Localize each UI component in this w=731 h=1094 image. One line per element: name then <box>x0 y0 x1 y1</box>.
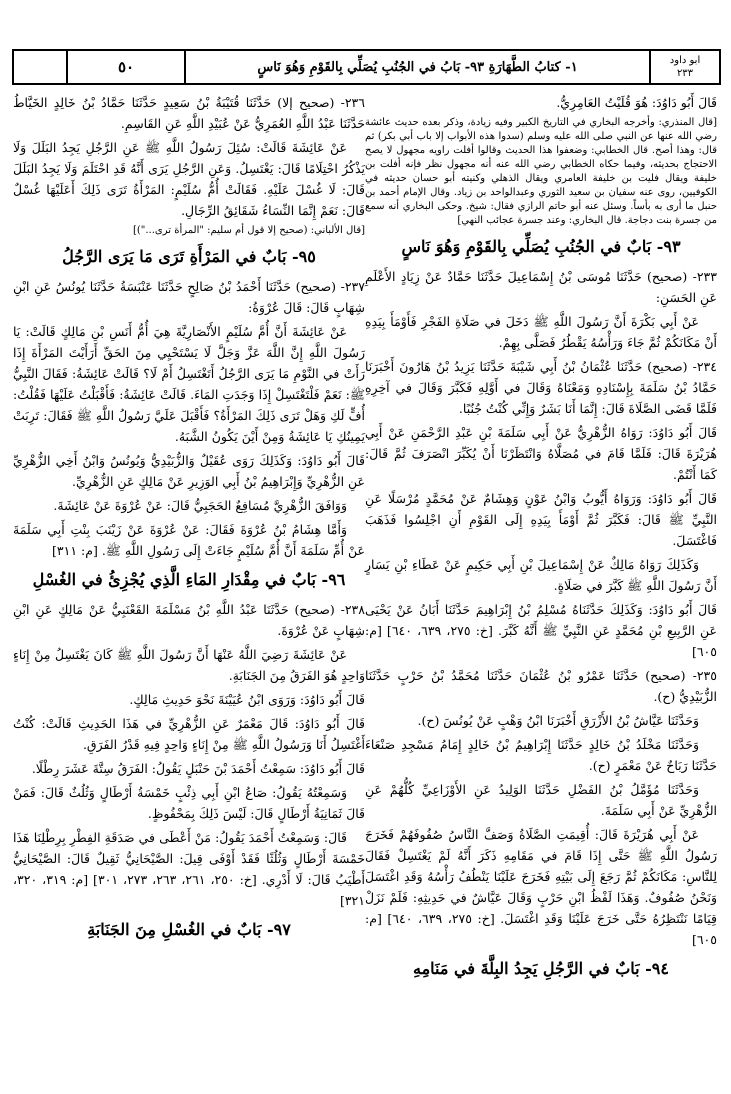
paragraph: عَنْ أَبِي هُرَيْرَةَ قَالَ: أُقِيمَتِ الصَّلَاةُ وَصَفَّ النَّاسُ صُفُوفَهُمْ فَخَرَجَ رَسُولُ اللَّهِ ﷺ حَتَّى إِذَا قَامَ في مَقَامِهِ ذَكَرَ أَنَّهُ لَمْ يَغْتَسِلْ فَقَالَ لِلنَّاسِ: مَكَانَكُمْ ثُمَّ رَجَعَ إِلَى بَيْتِهِ فَخَرَجَ عَلَيْنَا يَنْطُفُ رَأْسُهُ وَقَدِ اغْتَسَلَ وَنَحْنُ صُفُوفٌ. وَهَذَا لَفْظُ ابْنِ حَرْبٍ وَقَالَ عَيَّاشٌ في حَدِيثِهِ: فَلَمْ نَزَلْ قِيَامًا نَنْتَظِرُهُ حَتَّى خَرَجَ عَلَيْنَا وَقَدِ اغْتَسَلَ. [خ: ٢٧٥، ٦٣٩، ٦٤٠] [م: ٦٠٥] <box>365 827 717 947</box>
paragraph: ٢٣٤- (صحيح) حَدَّثَنَا عُثْمَانُ بْنُ أَبِي شَيْبَةَ حَدَّثَنَا يَزِيدُ بْنُ هَارُونَ أَخْبَرَنَا حَمَّادُ بْنُ سَلَمَةَ بِإِسْنَادِهِ وَمَعْنَاهُ وَقَالَ في أَوَّلِهِ فَكَبَّرَ وَقَالَ في آخِرِهِ فَلَمَّا قَضَى الصَّلَاةَ قَالَ: إِنَّمَا أَنَا بَشَرٌ وَإِنِّي كُنْتُ جُنُبًا. <box>365 359 717 416</box>
paragraph: وَحَدَّثَنَا مَخْلَدُ بْنُ خَالِدٍ حَدَّثَنَا إِبْرَاهِيمُ بْنُ خَالِدٍ إِمَامُ مَسْجِدِ صَنْعَاءَ حَدَّثَنَا رَبَاحٌ عَنْ مَعْمَرٍ (ح). <box>365 737 717 773</box>
paragraph: وَحَدَّثَنَا مُؤَمَّلُ بْنُ الفَضْلِ حَدَّثَنَا الوَلِيدُ عَنِ الأَوْزَاعِيِّ كُلُّهُمْ عَنِ الزُّهْرِيِّ عَنْ أَبِي سَلَمَةَ. <box>365 782 717 818</box>
paragraph: عَنْ عَائِشَةَ قَالَتْ: سُئِلَ رَسُولُ اللَّهِ ﷺ عَنِ الرَّجُلِ يَجِدُ البَلَلَ وَلَا يَذْكُرُ احْتِلَامًا قَالَ: يَغْتَسِلُ. وَعَنِ الرَّجُلِ يَرَى أَنَّهُ قَدِ احْتَلَمَ وَلَا يَجِدُ البَلَلَ قَالَ: لَا غُسْلَ عَلَيْهِ. فَقَالَتْ أُمُّ سُلَيْمٍ: المَرْأَةُ تَرَى ذَلِكَ أَعَلَيْهَا غُسْلٌ قَالَ: نَعَمْ إِنَّمَا النِّسَاءُ شَقَائِقُ الرِّجَالِ. <box>13 140 365 218</box>
paragraph: ٢٣٦- (صحيح إلا) حَدَّثَنَا قُتَيْبَةُ بْنُ سَعِيدٍ حَدَّثَنَا حَمَّادُ بْنُ خَالِدٍ الخَيَّاطُ حَدَّثَنَا عَبْدُ اللَّهِ العُمَرِيُّ عَنْ عُبَيْدِ اللَّهِ عَنِ القَاسِمِ. <box>13 95 365 131</box>
book-volume: ٢٣٣ <box>676 68 694 79</box>
paragraph: عَنْ عَائِشَةَ رَضِيَ اللَّهُ عَنْهَا أَنَّ رَسُولَ اللَّهِ ﷺ كَانَ يَغْتَسِلُ مِنْ إِنَاءٍ وَاحِدٍ هُوَ الفَرَقُ مِنَ الجَنَابَةِ. <box>13 647 365 683</box>
footnote: [قال الألباني: (صحيح إلا قول أم سليم: "المرأة ترى...")] <box>132 225 365 236</box>
footnote: [قال المنذري: وأخرجه البخاري في التاريخ الكبير وفيه زيادة، وذكر بعده حديث عائشة رضي الله عنها عن النبي صلى الله عليه وسلم (سدوا هذه الأبواب إلا باب أبي بكر) ثم قال: وهذا أصح. قال الخطابي: وضعفوا هذا الحديث وقالوا أفلت راويه مجهول لا يصح الاحتجاج بحديثه، وفيما حكاه الخطابي رضي الله عنه أنه مجهول نظر فإنه أفلت بن خليفة ويقال فليت بن خليفة العامري ويقال الذهلي وكنيته أبو حسان حديثه في الكوفيين، روى عنه سفيان بن سعيد الثوري وعبدالواحد بن زياد. وقال الإمام أحمد بن حنبل ما أرى به بأساً. وسئل عنه أبو حاتم الرازي فقال: شيخ. وحكى البخاري أنه سمع من جسرة بنت دجاجة. قال البخاري: وعند جسرة عجائب النهي] <box>365 117 717 226</box>
paragraph: قَالَ أَبُو دَاوُدَ: هُوَ قُلَيْتُ العَامِرِيُّ. <box>556 95 717 110</box>
paragraph: قَالَ أَبُو دَاوُدَ: وَرَوَاهُ أَيُّوبُ وَابْنُ عَوْنٍ وَهِشَامٌ عَنْ مُحَمَّدٍ مُرْسَلًا عَنِ النَّبِيِّ ﷺ قَالَ: فَكَبَّرَ ثُمَّ أَوْمَأَ بِيَدِهِ إِلَى القَوْمِ أَنِ اجْلِسُوا فَذَهَبَ فَاغْتَسَلَ. <box>365 491 717 548</box>
paragraph: وَحَدَّثَنَا عَيَّاشُ بْنُ الأَزْرَقِ أَخْبَرَنَا ابْنُ وَهْبٍ عَنْ يُونُسَ (ح). <box>417 713 699 728</box>
paragraph: قَالَ أَبُو دَاوُدَ: سَمِعْتُ أَحْمَدَ بْنَ حَنْبَلٍ يَقُولُ: الفَرَقُ سِتَّةَ عَشَرَ رِطْلًا. <box>31 761 365 776</box>
page-header <box>12 49 721 85</box>
page-number: ٥٠ <box>66 51 184 83</box>
paragraph: ٢٣٣- (صحيح) حَدَّثَنَا مُوسَى بْنُ إِسْمَاعِيلَ حَدَّثَنَا حَمَّادٌ عَنْ زِيَادٍ الأَعْلَمِ عَنِ الحَسَنِ: <box>365 269 717 305</box>
paragraph: وَوَافَقَ الزُّهْرِيَّ مُسَافِعٌ الحَجَبِيُّ قَالَ: عَنْ عُرْوَةَ عَنْ عَائِشَةَ. <box>53 498 347 513</box>
chapter-heading: ٩٧- بَابٌ في الغُسْلِ مِنَ الجَنَابَةِ <box>87 920 291 939</box>
paragraph: قَالَ أَبُو دَاوُدَ: قَالَ مَعْمَرٌ عَنِ الزُّهْرِيِّ في هَذَا الحَدِيثِ قَالَتْ: كُنْتُ أَغْتَسِلُ أَنَا وَرَسُولُ اللَّهِ ﷺ مِنْ إِنَاءٍ وَاحِدٍ فِيهِ قَدْرُ الفَرَقِ. <box>13 716 365 752</box>
chapter-heading: ٩٣- بَابٌ في الجُنُبِ يُصَلِّي بِالقَوْمِ وَهُوَ نَاسٍ <box>401 237 681 256</box>
chapter-heading: ٩٦- بَابٌ في مِقْدَارِ المَاءِ الَّذِي يُجْزِئُ في الغُسْلِ <box>32 570 346 589</box>
paragraph: ٢٣٥- (صحيح) حَدَّثَنَا عَمْرُو بْنُ عُثْمَانَ حَدَّثَنَا مُحَمَّدُ بْنُ حَرْبٍ حَدَّثَنَا الزُّبَيْدِيُّ (ح). <box>365 668 717 704</box>
paragraph: ٢٣٧- (صحيح) حَدَّثَنَا أَحْمَدُ بْنُ صَالِحٍ حَدَّثَنَا عَنْبَسَةُ حَدَّثَنَا يُونُسُ عَنِ ابْنِ شِهَابٍ قَالَ: قَالَ عُرْوَةُ: <box>13 279 365 315</box>
paragraph: عَنْ أَبِي بَكْرَةَ أَنَّ رَسُولَ اللَّهِ ﷺ دَخَلَ في صَلَاةِ الفَجْرِ فَأَوْمَأَ بِيَدِهِ أَنْ مَكَانَكُمْ ثُمَّ جَاءَ وَرَأْسُهُ يَقْطُرُ فَصَلَّى بِهِمْ. <box>365 314 717 350</box>
left-column <box>13 92 365 949</box>
paragraph: قَالَ أَبُو دَاوُدَ: وَرَوَى ابْنُ عُيَيْنَةَ نَحْوَ حَدِيثِ مَالِكٍ. <box>129 692 365 707</box>
paragraph: قَالَ أَبُو دَاوُدَ: رَوَاهُ الزُّهْرِيُّ عَنْ أَبِي سَلَمَةَ بْنِ عَبْدِ الرَّحْمَنِ عَنْ أَبِي هُرَيْرَةَ قَالَ: فَلَمَّا قَامَ في مُصَلَّاهُ وَانْتَظَرْنَا أَنْ يُكَبِّرَ انْصَرَفَ ثُمَّ قَالَ: كَمَا أَنْتُمْ. <box>365 425 717 482</box>
paragraph: قَالَ أَبُو دَاوُدَ: وَكَذَلِكَ حَدَّثَنَاهُ مُسْلِمُ بْنُ إِبْرَاهِيمَ حَدَّثَنَا أَبَانُ عَنْ يَحْيَى عَنِ الرَّبِيعِ بْنِ مُحَمَّدٍ عَنِ النَّبِيِّ ﷺ أَنَّهُ كَبَّرَ. [خ: ٢٧٥، ٦٣٩، ٦٤٠] [م: ٦٠٥] <box>365 602 717 659</box>
paragraph: ٢٣٨- (صحيح) حَدَّثَنَا عَبْدُ اللَّهِ بْنُ مَسْلَمَةَ القَعْنَبِيُّ عَنْ مَالِكٍ عَنِ ابْنِ شِهَابٍ عَنْ عُرْوَةَ. <box>13 602 365 638</box>
paragraph: قَالَ أَبُو دَاوُدَ: وَكَذَلِكَ رَوَى عُقَيْلٌ وَالزُّبَيْدِيُّ وَيُونُسُ وَابْنُ أَخِي الزُّهْرِيِّ عَنِ الزُّهْرِيِّ وَإِبْرَاهِيمُ بْنُ أَبِي الوَزِيرِ عَنْ مَالِكٍ عَنِ الزُّهْرِيِّ. <box>13 453 365 489</box>
paragraph: عَنْ عَائِشَةَ أَنَّ أُمَّ سُلَيْمٍ الأَنْصَارِيَّةَ هِيَ أُمُّ أَنَسِ بْنِ مَالِكٍ قَالَتْ: يَا رَسُولَ اللَّهِ إِنَّ اللَّهَ عَزَّ وَجَلَّ لَا يَسْتَحْيِي مِنَ الحَقِّ أَرَأَيْتَ المَرْأَةَ إِذَا رَأَتْ في النَّوْمِ مَا يَرَى الرَّجُلُ أَتَغْتَسِلُ أَمْ لَا؟ قَالَتْ عَائِشَةُ: فَقَالَ النَّبِيُّ ﷺ: نَعَمْ فَلْتَغْتَسِلْ إِذَا وَجَدَتِ المَاءَ. قَالَتْ عَائِشَةُ: فَأَقْبَلْتُ عَلَيْهَا فَقُلْتُ: أُفٍّ لَكِ وَهَلْ تَرَى ذَلِكَ المَرْأَةُ؟ فَأَقْبَلَ عَلَيَّ رَسُولُ اللَّهِ ﷺ فَقَالَ: تَرِبَتْ يَمِينُكِ يَا عَائِشَةُ وَمِنْ أَيْنَ يَكُونُ الشَّبَهُ. <box>13 324 365 444</box>
chapter-heading: ٩٤- بَابٌ في الرَّجُلِ يَجِدُ البِلَّةَ في مَنَامِهِ <box>413 959 669 978</box>
chapter-title: ١- كتابُ الطَّهَارَةِ ٩٣- بَابُ في الجُنُبِ يُصَلِّي بِالقَوْمِ وَهُوَ نَاسٍ <box>184 51 649 83</box>
chapter-heading: ٩٥- بَابٌ في المَرْأَةِ تَرَى مَا يَرَى الرَّجُلُ <box>62 247 316 266</box>
paragraph: وَأَمَّا هِشَامُ بْنُ عُرْوَةَ فَقَالَ: عَنْ عُرْوَةَ عَنْ زَيْنَبَ بِنْتِ أَبِي سَلَمَةَ عَنْ أُمِّ سَلَمَةَ أَنَّ أُمَّ سُلَيْمٍ جَاءَتْ إِلَى رَسُولِ اللَّهِ ﷺ. [م: ٣١١] <box>13 522 365 558</box>
paragraph: قَالَ: وَسَمِعْتُ أَحْمَدَ يَقُولُ: مَنْ أَعْطَى في صَدَقَةِ الفِطْرِ بِرِطْلِنَا هَذَا خَمْسَةَ أَرْطَالٍ وَثُلُثًا فَقَدْ أَوْفَى قِيلَ: الصَّيْحَانِيُّ ثَقِيلٌ قَالَ: الصَّيْحَانِيُّ أَطْيَبُ قَالَ: لَا أَدْرِي. [خ: ٢٥٠، ٢٦١، ٢٦٣، ٢٧٣، ٣٠١] [م: ٣١٩، ٣٢٠، ٣٢١] <box>13 830 366 908</box>
right-column <box>365 92 717 988</box>
paragraph: وَكَذَلِكَ رَوَاهُ مَالِكٌ عَنْ إِسْمَاعِيلَ بْنِ أَبِي حَكِيمٍ عَنْ عَطَاءِ بْنِ يَسَارٍ أَنَّ رَسُولَ اللَّهِ ﷺ كَبَّرَ في صَلَاةٍ. <box>365 557 717 593</box>
book-author: ابو داود <box>669 55 701 66</box>
book-info-box <box>649 51 719 83</box>
header-empty-cell <box>14 51 66 83</box>
paragraph: وَسَمِعْتُهُ يَقُولُ: صَاعُ ابْنِ أَبِي ذِئْبٍ خَمْسَةُ أَرْطَالٍ وَثُلُثٌ قَالَ: فَمَنْ قَالَ ثَمَانِيَةُ أَرْطَالٍ قَالَ: لَيْسَ ذَلِكَ بِمَحْفُوظٍ. <box>13 785 365 821</box>
